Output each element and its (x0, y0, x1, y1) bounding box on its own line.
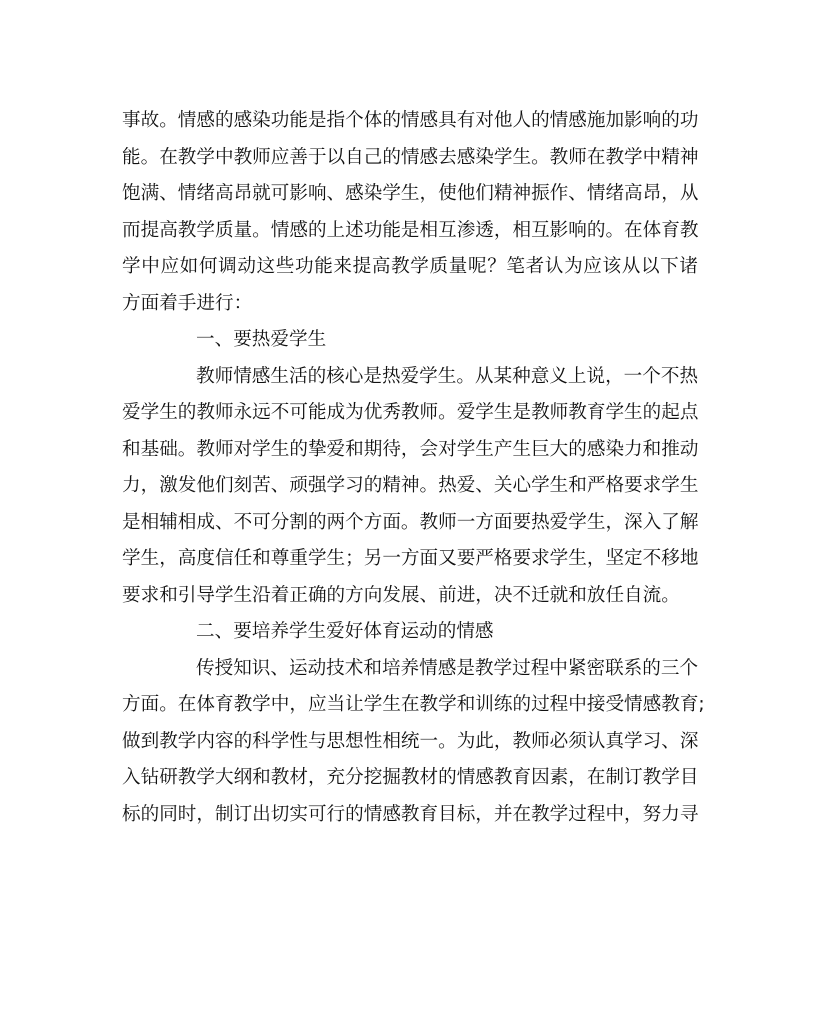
paragraph-line: 学中应如何调动这些功能来提高教学质量呢？笔者认为应该从以下诸 (122, 256, 698, 277)
paragraph-line: 能。在教学中教师应善于以自己的情感去感染学生。教师在教学中精神 (122, 146, 699, 168)
document-body (122, 103, 705, 833)
paragraph-line: 事故。情感的感染功能是指个体的情感具有对他人的情感施加影响的功 (122, 110, 699, 131)
paragraph-line: 方面。在体育教学中，应当让学生在教学和训练的过程中接受情感教育; (122, 694, 705, 715)
paragraph-line: 力，激发他们刻苦、顽强学习的精神。热爱、关心学生和严格要求学生 (122, 475, 699, 496)
paragraph-line: 教师情感生活的核心是热爱学生。从某种意义上说，一个不热 (196, 365, 699, 387)
paragraph-line: 做到教学内容的科学性与思想性相统一。为此，教师必须认真学习、深 (122, 730, 699, 752)
section-heading: 二、要培养学生爱好体育运动的情感 (196, 621, 494, 642)
paragraph-line: 爱学生的教师永远不可能成为优秀教师。爱学生是教师教育学生的起点 (122, 402, 699, 423)
paragraph-line: 而提高教学质量。情感的上述功能是相互渗透，相互影响的。在体育教 (122, 219, 699, 241)
paragraph-line: 入钻研教学大纲和教材，充分挖掘教材的情感教育因素，在制订教学目 (122, 767, 699, 788)
paragraph-line: 传授知识、运动技术和培养情感是教学过程中紧密联系的三个 (196, 657, 699, 679)
paragraph-line: 是相辅相成、不可分割的两个方面。教师一方面要热爱学生，深入了解 (122, 511, 699, 533)
paragraph-line: 学生，高度信任和尊重学生；另一方面又要严格要求学生，坚定不移地 (122, 548, 699, 569)
paragraph-line: 饱满、情绪高昂就可影响、感染学生，使他们精神振作、情绪高昂，从 (122, 183, 699, 204)
section-heading: 一、要热爱学生 (196, 329, 327, 350)
paragraph-line: 和基础。教师对学生的挚爱和期待，会对学生产生巨大的感染力和推动 (122, 438, 699, 460)
paragraph-line: 方面着手进行： (122, 292, 253, 314)
paragraph-line: 标的同时，制订出切实可行的情感教育目标，并在教学过程中，努力寻 (122, 803, 699, 825)
paragraph-line: 要求和引导学生沿着正确的方向发展、前进，决不迁就和放任自流。 (122, 584, 680, 606)
